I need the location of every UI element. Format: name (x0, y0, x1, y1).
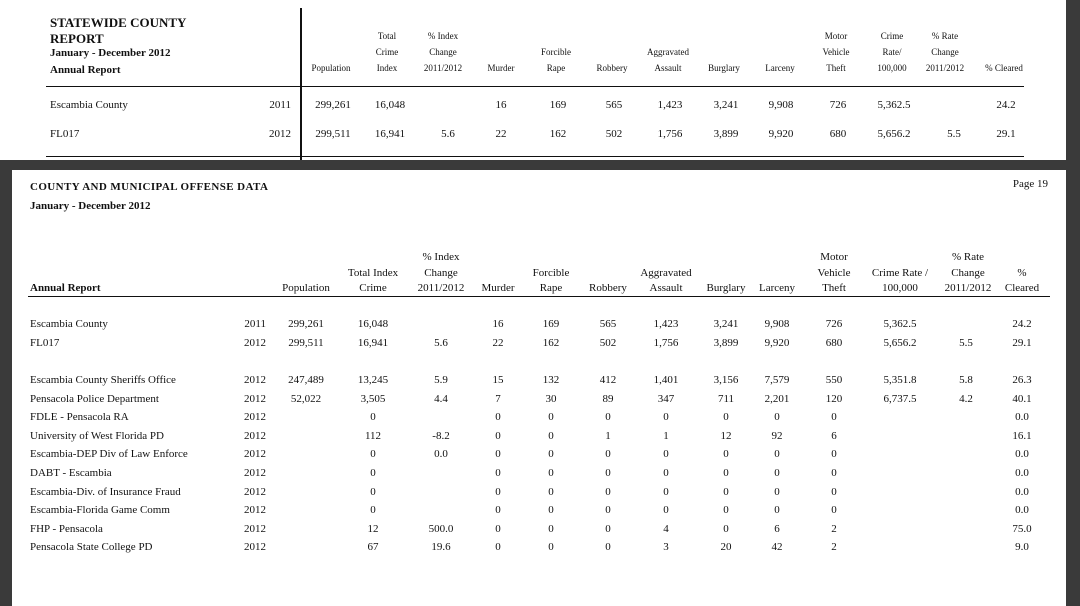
cell-name: Escambia County (50, 99, 128, 111)
header-total-index-crime: Crime (359, 282, 387, 294)
cell-assault: 1,423 (657, 99, 683, 111)
header-total-index-crime: Total (377, 31, 397, 41)
cell-year: 2012 (244, 522, 266, 535)
cell-mvt: 550 (825, 374, 843, 386)
cell-mvt: 0 (831, 467, 837, 479)
cell-population: 299,511 (315, 128, 351, 140)
cell-change: 4.4 (434, 392, 448, 405)
cell-mvt: 2 (831, 541, 837, 554)
cell-murder: 7 (495, 392, 501, 405)
cell-population: 299,261 (288, 318, 324, 330)
cell-rape: 0 (548, 485, 554, 498)
cell-assault: 0 (663, 467, 669, 479)
header-motor-vehicle-theft: Motor (820, 251, 848, 263)
header-pct-cleared: % (1017, 266, 1027, 279)
cell-mvt: 726 (829, 99, 847, 111)
header-population: Population (282, 282, 330, 294)
cell-rate_change: 4.2 (959, 392, 973, 405)
cell-change: 5.9 (434, 374, 448, 386)
cell-change: 19.6 (431, 541, 451, 554)
table-header-rule (28, 296, 1050, 297)
cell-assault: 1 (663, 429, 669, 442)
cell-name: FL017 (30, 337, 60, 349)
cell-year: 2012 (244, 392, 266, 405)
header-forcible-rape: Rape (546, 63, 566, 73)
cell-cleared: 0.0 (1015, 504, 1029, 517)
cell-assault: 0 (663, 485, 669, 498)
cell-total: 67 (367, 541, 379, 554)
cell-cleared: 40.1 (1012, 392, 1032, 405)
bottom-rule (46, 156, 1024, 157)
header-aggravated-assault: Assault (649, 282, 683, 294)
cell-robbery: 412 (599, 374, 617, 386)
cell-assault: 0 (663, 411, 669, 424)
cell-assault: 0 (663, 504, 669, 517)
cell-cleared: 0.0 (1015, 485, 1029, 498)
cell-murder: 0 (495, 522, 501, 535)
cell-assault: 1,756 (653, 337, 679, 349)
cell-burglary: 0 (723, 467, 729, 479)
cell-cleared: 9.0 (1015, 541, 1029, 554)
cell-murder: 16 (492, 318, 504, 330)
cell-rape: 30 (545, 392, 557, 405)
cell-larceny: 9,920 (768, 128, 794, 140)
cell-mvt: 680 (829, 128, 847, 140)
cell-cleared: 0.0 (1015, 411, 1029, 424)
cell-population: 247,489 (288, 374, 324, 386)
header-murder: Murder (487, 63, 515, 73)
cell-rape: 0 (548, 411, 554, 424)
cell-year: 2012 (244, 485, 266, 498)
cell-burglary: 0 (723, 504, 729, 517)
header-total-index-crime: Total Index (347, 266, 399, 279)
cell-year: 2012 (244, 411, 266, 424)
cell-total: 16,048 (357, 318, 389, 330)
page-title: COUNTY AND MUNICIPAL OFFENSE DATA (30, 181, 269, 193)
cell-larceny: 0 (774, 504, 780, 517)
cell-population: 52,022 (290, 392, 322, 405)
cell-name: FDLE - Pensacola RA (30, 411, 129, 424)
cell-total: 0 (370, 504, 376, 517)
header-total-index-crime: Index (376, 63, 398, 73)
cell-burglary: 0 (723, 485, 729, 498)
header-motor-vehicle-theft: Theft (822, 282, 846, 294)
report-period: January - December 2012 (50, 47, 171, 59)
cell-murder: 22 (495, 128, 507, 140)
cell-total: 0 (370, 448, 376, 461)
cell-murder: 16 (495, 99, 507, 111)
header-pct-rate-change: Change (931, 47, 959, 57)
header-larceny: Larceny (758, 282, 796, 294)
cell-change: 5.6 (434, 337, 448, 349)
cell-cleared: 0.0 (1015, 467, 1029, 479)
cell-burglary: 0 (723, 448, 729, 461)
cell-mvt: 2 (831, 522, 837, 535)
cell-larceny: 0 (774, 448, 780, 461)
header-pct-index-change: 2011/2012 (423, 63, 463, 73)
offense-data-page (12, 170, 1066, 606)
cell-rate: 5,656.2 (883, 337, 917, 349)
viewer-background (0, 160, 12, 606)
cell-total: 3,505 (360, 392, 386, 405)
cell-robbery: 0 (605, 448, 611, 461)
cell-assault: 4 (663, 522, 669, 535)
header-pct-index-change: Change (424, 266, 458, 279)
cell-burglary: 3,156 (713, 374, 739, 386)
cell-rape: 132 (542, 374, 560, 386)
cell-burglary: 711 (717, 392, 735, 405)
cell-mvt: 726 (825, 318, 843, 330)
cell-robbery: 0 (605, 411, 611, 424)
cell-year: 2012 (244, 374, 266, 386)
cell-burglary: 20 (720, 541, 732, 554)
cell-population: 299,511 (288, 337, 324, 349)
header-aggravated-assault: Aggravated (647, 47, 689, 57)
cell-rate: 6,737.5 (883, 392, 917, 405)
cell-robbery: 502 (605, 128, 623, 140)
cell-rape: 0 (548, 467, 554, 479)
cell-larceny: 42 (771, 541, 783, 554)
cell-assault: 3 (663, 541, 669, 554)
cell-larceny: 0 (774, 467, 780, 479)
header-motor-vehicle-theft: Motor (824, 31, 848, 41)
cell-rate: 5,656.2 (877, 128, 911, 140)
cell-burglary: 12 (720, 429, 732, 442)
header-pct-index-change: 2011/2012 (417, 282, 465, 294)
cell-larceny: 9,920 (764, 337, 790, 349)
header-pct-rate-change: % Rate (931, 31, 959, 41)
cell-murder: 0 (495, 485, 501, 498)
cell-total: 16,941 (357, 337, 389, 349)
cell-murder: 0 (495, 504, 501, 517)
cell-murder: 15 (492, 374, 504, 386)
cell-rate: 5,351.8 (883, 374, 917, 386)
cell-year: 2012 (244, 448, 266, 461)
cell-population: 299,261 (315, 99, 351, 111)
cell-robbery: 0 (605, 522, 611, 535)
cell-assault: 1,401 (653, 374, 679, 386)
report-title-line1: STATEWIDE COUNTY (50, 15, 187, 30)
header-pct-rate-change: 2011/2012 (925, 63, 965, 73)
header-rule (46, 86, 1024, 87)
header-crime-rate: Crime Rate / (871, 266, 929, 279)
cell-murder: 0 (495, 541, 501, 554)
cell-mvt: 680 (825, 337, 843, 349)
header-pct-cleared: Cleared (1004, 282, 1040, 294)
cell-larceny: 0 (774, 411, 780, 424)
header-forcible-rape: Forcible (532, 266, 570, 279)
header-crime-rate: Crime (880, 31, 904, 41)
cell-murder: 0 (495, 429, 501, 442)
cell-rate_change: 5.5 (947, 128, 961, 140)
cell-name: Escambia-Div. of Insurance Fraud (30, 485, 181, 498)
cell-rate: 5,362.5 (883, 318, 917, 330)
header-pct-rate-change: 2011/2012 (944, 282, 992, 294)
cell-assault: 0 (663, 448, 669, 461)
cell-total: 112 (364, 429, 382, 442)
cell-murder: 0 (495, 411, 501, 424)
cell-larceny: 9,908 (768, 99, 794, 111)
header-pct-rate-change: % Rate (951, 251, 985, 263)
cell-rate: 5,362.5 (877, 99, 911, 111)
cell-change: -8.2 (432, 429, 450, 442)
cell-larceny: 0 (774, 485, 780, 498)
cell-name: Pensacola Police Department (30, 392, 159, 405)
cell-total: 12 (367, 522, 379, 535)
cell-mvt: 0 (831, 485, 837, 498)
cell-larceny: 9,908 (764, 318, 790, 330)
cell-name: Escambia County (30, 318, 108, 330)
header-motor-vehicle-theft: Vehicle (822, 47, 850, 57)
cell-mvt: 120 (825, 392, 843, 405)
cell-cleared: 0.0 (1015, 448, 1029, 461)
cell-mvt: 0 (831, 411, 837, 424)
cell-mvt: 6 (831, 429, 837, 442)
header-crime-rate: Rate/ (882, 47, 902, 57)
cell-name: Escambia-Florida Game Comm (30, 504, 170, 517)
cell-rape: 0 (548, 504, 554, 517)
statewide-county-report-page (0, 0, 1066, 160)
cell-year: 2012 (244, 541, 266, 554)
cell-robbery: 565 (599, 318, 617, 330)
cell-larceny: 6 (774, 522, 780, 535)
cell-burglary: 0 (723, 522, 729, 535)
cell-year: 2012 (244, 429, 266, 442)
cell-murder: 22 (492, 337, 504, 349)
cell-robbery: 89 (602, 392, 614, 405)
cell-rape: 0 (548, 541, 554, 554)
cell-burglary: 3,899 (713, 337, 739, 349)
cell-rape: 169 (542, 318, 560, 330)
cell-rape: 0 (548, 522, 554, 535)
header-pct-index-change: Change (429, 47, 457, 57)
cell-year: 2012 (269, 128, 291, 140)
header-forcible-rape: Forcible (541, 47, 571, 57)
cell-assault: 1,423 (653, 318, 679, 330)
header-pct-cleared: % Cleared (985, 63, 1023, 73)
cell-robbery: 502 (599, 337, 617, 349)
cell-name: Pensacola State College PD (30, 541, 153, 554)
cell-year: 2012 (244, 504, 266, 517)
cell-larceny: 2,201 (764, 392, 790, 405)
cell-year: 2012 (244, 467, 266, 479)
cell-change: 500.0 (428, 522, 454, 535)
cell-name: Escambia County Sheriffs Office (30, 374, 176, 386)
cell-change: 0.0 (434, 448, 448, 461)
cell-rate_change: 5.8 (959, 374, 973, 386)
header-crime-rate: 100,000 (877, 63, 907, 73)
cell-robbery: 0 (605, 485, 611, 498)
header-crime-rate: 100,000 (882, 282, 918, 294)
cell-total: 13,245 (357, 374, 389, 386)
header-pct-rate-change: Change (951, 266, 985, 279)
cell-rate_change: 5.5 (959, 337, 973, 349)
cell-total: 16,048 (374, 99, 406, 111)
cell-cleared: 29.1 (996, 128, 1016, 140)
cell-robbery: 0 (605, 467, 611, 479)
cell-year: 2012 (244, 337, 266, 349)
header-robbery: Robbery (596, 63, 628, 73)
page-number: Page 19 (1012, 178, 1048, 190)
header-motor-vehicle-theft: Theft (826, 63, 846, 73)
cell-name: Escambia-DEP Div of Law Enforce (30, 448, 188, 461)
header-aggravated-assault: Aggravated (640, 266, 692, 279)
cell-name: FL017 (50, 128, 80, 140)
cell-robbery: 1 (605, 429, 611, 442)
header-total-index-crime: Crime (375, 47, 399, 57)
cell-burglary: 0 (723, 411, 729, 424)
cell-burglary: 3,899 (713, 128, 739, 140)
cell-mvt: 0 (831, 448, 837, 461)
header-pct-index-change: % Index (422, 251, 460, 263)
cell-murder: 0 (495, 448, 501, 461)
cell-assault: 347 (657, 392, 675, 405)
cell-rape: 169 (549, 99, 567, 111)
cell-total: 0 (370, 411, 376, 424)
page-period: January - December 2012 (30, 200, 151, 212)
cell-robbery: 0 (605, 541, 611, 554)
cell-year: 2011 (244, 318, 266, 330)
header-motor-vehicle-theft: Vehicle (817, 266, 851, 279)
cell-change: 5.6 (441, 128, 455, 140)
cell-name: FHP - Pensacola (30, 522, 103, 535)
report-title-line2: REPORT (50, 31, 104, 46)
cell-name: University of West Florida PD (30, 429, 164, 442)
report-subtitle: Annual Report (50, 64, 121, 76)
cell-total: 16,941 (374, 128, 406, 140)
cell-burglary: 3,241 (713, 318, 739, 330)
cell-burglary: 3,241 (713, 99, 739, 111)
vertical-divider (300, 8, 302, 160)
cell-total: 0 (370, 485, 376, 498)
header-burglary: Burglary (706, 282, 746, 294)
header-burglary: Burglary (708, 63, 740, 73)
cell-larceny: 7,579 (764, 374, 790, 386)
header-forcible-rape: Rape (539, 282, 563, 294)
cell-cleared: 16.1 (1012, 429, 1032, 442)
cell-rape: 162 (549, 128, 567, 140)
cell-assault: 1,756 (657, 128, 683, 140)
cell-robbery: 565 (605, 99, 623, 111)
cell-larceny: 92 (771, 429, 783, 442)
cell-year: 2011 (269, 99, 291, 111)
cell-cleared: 24.2 (996, 99, 1016, 111)
cell-rape: 0 (548, 429, 554, 442)
cell-name: DABT - Escambia (30, 467, 112, 479)
cell-mvt: 0 (831, 504, 837, 517)
cell-cleared: 29.1 (1012, 337, 1032, 349)
header-population: Population (311, 63, 351, 73)
cell-total: 0 (370, 467, 376, 479)
header-larceny: Larceny (765, 63, 795, 73)
cell-murder: 0 (495, 467, 501, 479)
cell-cleared: 75.0 (1012, 522, 1032, 535)
header-annual-report: Annual Report (30, 282, 101, 294)
cell-rape: 0 (548, 448, 554, 461)
header-pct-index-change: % Index (427, 31, 459, 41)
header-robbery: Robbery (589, 282, 627, 294)
header-murder: Murder (481, 282, 515, 294)
cell-cleared: 24.2 (1012, 318, 1032, 330)
cell-rape: 162 (542, 337, 560, 349)
cell-robbery: 0 (605, 504, 611, 517)
cell-cleared: 26.3 (1012, 374, 1032, 386)
header-aggravated-assault: Assault (654, 63, 682, 73)
